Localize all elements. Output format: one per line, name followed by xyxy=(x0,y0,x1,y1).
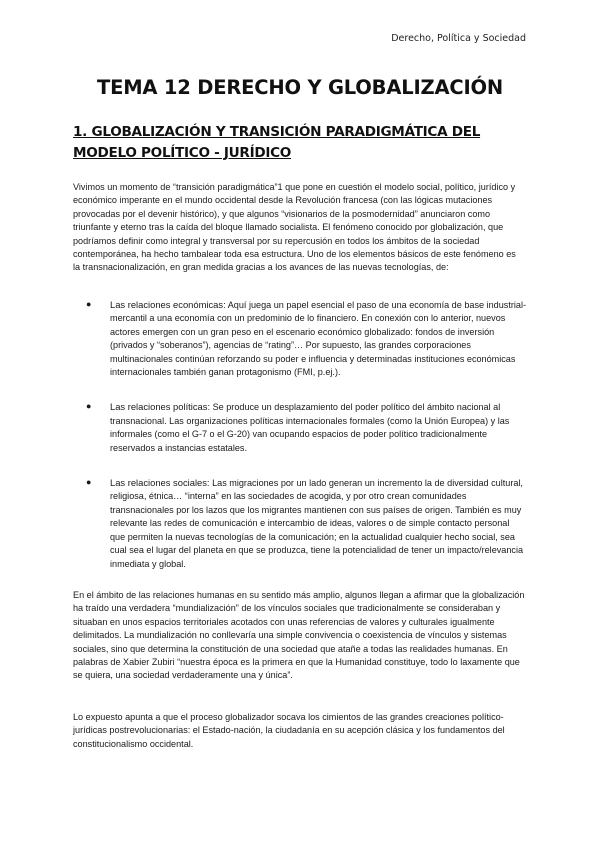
bullet-icon: ● xyxy=(86,477,92,488)
bullet-lead: Las relaciones políticas: xyxy=(110,401,211,413)
bullet-list xyxy=(86,298,526,592)
intro-paragraph: Vivimos un momento de “transición paradigmática”1 que pone en cuestión el modelo social, político, jurídico y económico imperante en el mundo occidental desde la Revolución francesa (con las lógicas mutaciones provocadas por el devenir histórico), y que algunos “visionarios de la posmodernidad” anunciaron como triunfante y eterno tras la caída del bloque llamado socialista. El fenómeno conocido por globalización, que podríamos definir como integral y transversal por su repercusión en todos los ámbitos de la sociedad contemporánea, ha hecho tambalear toda esa estructura. Uno de los elementos básicos de este fenómeno es la transnacionalización, en gran medida gracias a los avances de las nuevas tecnologías, de: xyxy=(73,182,516,273)
list-item xyxy=(86,400,526,455)
list-item xyxy=(86,298,526,379)
bullet-lead: Las relaciones económicas: xyxy=(110,299,226,310)
running-header: Derecho, Política y Sociedad xyxy=(391,33,526,44)
paragraph: En el ámbito de las relaciones humanas en su sentido más amplio, algunos llegan a afirmar que la globalización ha traído una verdadera “mundialización” de los vínculos sociales que tradicionalmente se consideraban y situaban en unos espacios territoriales acotados con unas referencias de valores y culturales igualmente delimitados. La mundialización no conllevaría una simple convivencia o coexistencia de vínculos y sistemas sociales, sino que determina la constitución de una sociedad que atañe a todas las realidades humanas. En palabras de Xabier Zubiri “nuestra época es la primera en que la Humanidad constituye, todo lo laxamente que se quiera, una sociedad verdaderamente una y única”. xyxy=(73,590,525,681)
bullet-text: Aquí juega un papel esencial el paso de una economía de base industrial-mercantil a una economía con un predominio de lo financiero. En conexión con lo anterior, nuevos actores emergen con un gran peso en el escenario económico globalizado: fondos de inversión (privados y “soberanos”), agencias de “rating”… Por supuesto, las grandes corporaciones multinacionales continúan reforzando su poder e influencia y determinadas instituciones económicas internacionales también ganan protagonismo (FMI, p.ej.). xyxy=(110,300,526,378)
list-item xyxy=(86,476,526,571)
bullet-text: Las migraciones por un lado generan un incremento la de diversidad cultural, religiosa, étnica… “interna” en las sociedades de acogida, y por otro crean comunidades transnacionales por los lazos que los migrantes mantienen con sus países de origen. También es muy relevante las redes de comunicación e intercambio de ideas, valores o de simple contacto personal que permiten la nuevas tecnologías de la comunicación; en la actualidad cualquier hecho social, sea cual sea el lugar del planeta en que se produzca, tiene la potencialidad de tener un impacto/relevancia inmediata y global. xyxy=(110,478,524,569)
bullet-icon: ● xyxy=(86,299,92,309)
bullet-icon: ● xyxy=(86,401,92,412)
bullet-lead: Las relaciones sociales: xyxy=(110,477,210,489)
paragraph: Lo expuesto apunta a que el proceso globalizador socava los cimientos de las grandes creaciones político-jurídicas postrevolucionarias: el Estado-nación, la ciudadanía en su acepción clásica y los fundamentos del constitucionalismo occidental. xyxy=(73,712,505,749)
page-title: TEMA 12 DERECHO Y GLOBALIZACIÓN xyxy=(96,76,504,99)
section-heading: 1. GLOBALIZACIÓN Y TRANSICIÓN PARADIGMÁTICA DEL MODELO POLÍTICO - JURÍDICO xyxy=(73,124,481,161)
bullet-text: Se produce un desplazamiento del poder político del ámbito nacional al transnacional. Las organizaciones políticas internacionales formales (como la Unión Europea) y las informales (como el G-7 o el G-20) van ocupando espacios de poder político tradicionalmente reservados a instancias estatales. xyxy=(110,402,510,453)
